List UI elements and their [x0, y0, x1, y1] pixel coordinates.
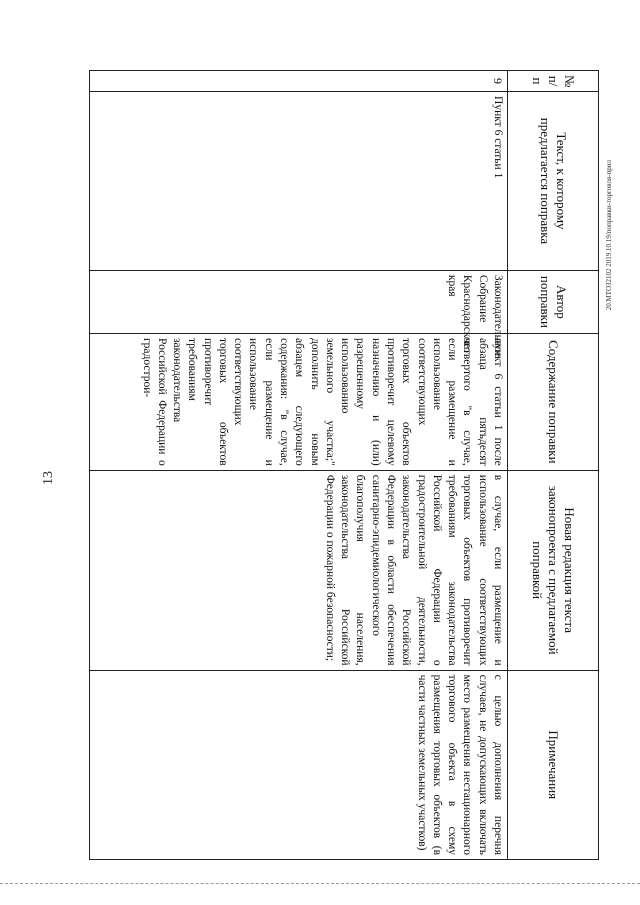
page-number: 13	[41, 471, 56, 485]
row-author: Законодательное Собрание Краснодарского края	[90, 270, 508, 333]
rotated-content	[89, 70, 599, 860]
row-num: 9	[90, 71, 508, 92]
header-new-text: Новая редакция текста законопроекта с предлагаемой поправкой	[508, 470, 599, 670]
table-header-row	[508, 71, 599, 860]
cut-line	[0, 883, 640, 884]
header-notes: Примечания	[508, 670, 599, 859]
row-content: пункт 6 статьи 1 после абзаца пятьдесят четвертого "в случае, если размещение и использование соответствующих торговых объектов противоречит целевому назначению и (или) разрешенному использованию земельного участка;" дополнить новым абзацем следующего содержания: "в случае, если размещение и использование соответствующих торговых объектов противоречит требованиям законодательства Российской Федерации о градострои-	[90, 333, 508, 470]
row-text-ref: Пункт 6 статьи 1	[90, 92, 508, 271]
header-author: Автор поправки	[508, 270, 599, 333]
row-new-text: в случае, если размещение и использование соответствующих торговых объектов противоречит требованиям законодательства Российской Федерации о градостроительной деятельности, законодательства Российской Федерации в области обеспечения санитарно-эпидемиологического благополучия населения, законодательства Российской Федерации о пожарной безопасности;	[90, 470, 508, 670]
rotated-page	[89, 70, 599, 860]
file-stamp: 20.МТОЗ2102 2019.10.19/поправки-торговля-прил	[605, 160, 613, 311]
table-row	[90, 71, 508, 860]
amendments-table	[89, 70, 599, 860]
row-notes: с целью дополнения перечня случаев, не допускающих включать место размещения нестационарного торгового объекта в схему размещения торговых объектов (в части частных земельных участков)	[90, 670, 508, 859]
header-content: Содержание поправки	[508, 333, 599, 470]
header-text-ref: Текст, к которому предлагается поправка	[508, 92, 599, 271]
header-num: № п/п	[508, 71, 599, 92]
